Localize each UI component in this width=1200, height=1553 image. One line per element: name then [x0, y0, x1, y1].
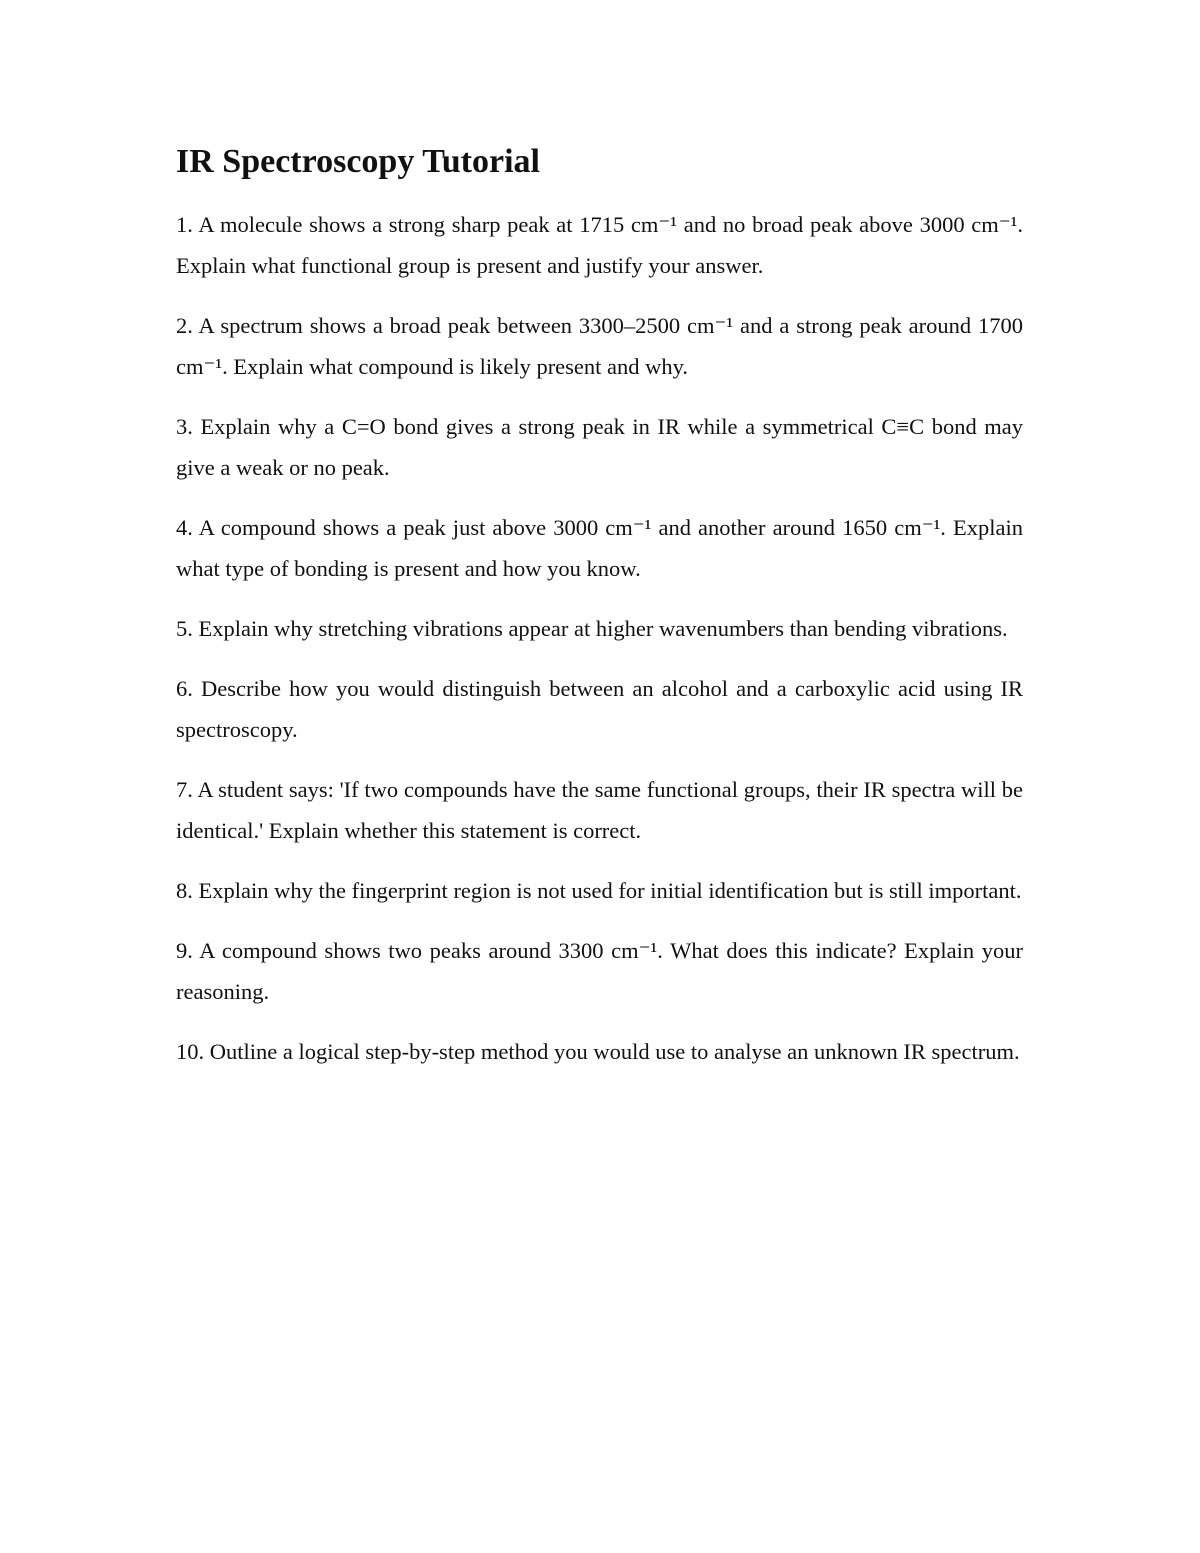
question-9: 9. A compound shows two peaks around 3300 cm⁻¹. What does this indicate? Explain your reasoning. — [176, 938, 1023, 1004]
question-10: 10. Outline a logical step-by-step method you would use to analyse an unknown IR spectrum. — [176, 1039, 1020, 1064]
document-content — [176, 140, 1023, 1091]
question-8: 8. Explain why the fingerprint region is not used for initial identification but is still important. — [176, 878, 1022, 903]
document-title: IR Spectroscopy Tutorial — [176, 143, 540, 180]
question-4: 4. A compound shows a peak just above 3000 cm⁻¹ and another around 1650 cm⁻¹. Explain what type of bonding is present and how you know. — [176, 515, 1023, 581]
question-3: 3. Explain why a C=O bond gives a strong peak in IR while a symmetrical C≡C bond may give a weak or no peak. — [176, 414, 1023, 480]
question-7: 7. A student says: 'If two compounds have the same functional groups, their IR spectra will be identical.' Explain whether this statement is correct. — [176, 777, 1023, 843]
question-1: 1. A molecule shows a strong sharp peak at 1715 cm⁻¹ and no broad peak above 3000 cm⁻¹. Explain what functional group is present and justify your answer. — [176, 212, 1023, 278]
question-6: 6. Describe how you would distinguish between an alcohol and a carboxylic acid using IR spectroscopy. — [176, 676, 1023, 742]
question-5: 5. Explain why stretching vibrations appear at higher wavenumbers than bending vibrations. — [176, 616, 1008, 641]
question-2: 2. A spectrum shows a broad peak between 3300–2500 cm⁻¹ and a strong peak around 1700 cm⁻¹. Explain what compound is likely present and why. — [176, 313, 1023, 379]
